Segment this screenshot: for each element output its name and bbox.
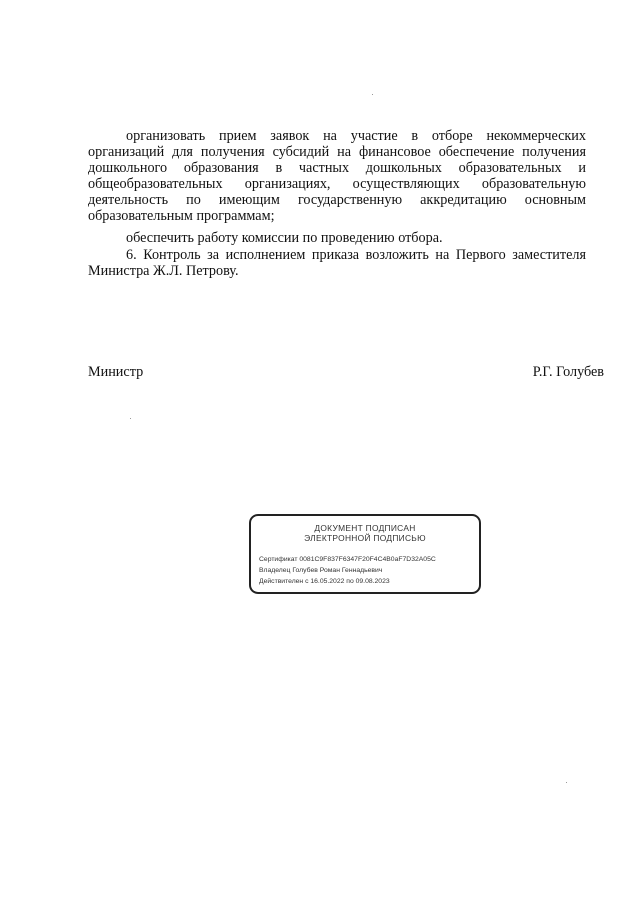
- scan-speck: [130, 418, 131, 419]
- text-line: образовательным программам;: [88, 208, 275, 224]
- electronic-signature-stamp: [249, 514, 481, 594]
- signatory-position: Министр: [88, 364, 144, 380]
- stamp-validity: Действителен с 16.05.2022 по 09.08.2023: [259, 578, 390, 585]
- stamp-owner: Владелец Голубев Роман Геннадьевич: [259, 567, 383, 574]
- text-line: обеспечить работу комиссии по проведению отбора.: [126, 230, 443, 246]
- paragraph-control-item-6: [88, 247, 586, 279]
- text-line: организаций для получения субсидий на финансовое обеспечение получения: [88, 144, 586, 160]
- signatory-name: Р.Г. Голубев: [532, 364, 604, 380]
- text-line: дошкольного образования в частных дошкольных образовательных и: [88, 160, 586, 176]
- text-line: общеобразовательных организациях, осуществляющих образовательную: [88, 176, 586, 192]
- stamp-certificate: Сертификат 0081C9F837F6347F20F4C4B0aF7D32A05C: [259, 556, 436, 563]
- stamp-title-line: ДОКУМЕНТ ПОДПИСАН: [314, 523, 416, 533]
- scan-speck: [566, 782, 567, 783]
- paragraph-organize-applications: [88, 128, 586, 224]
- stamp-title: [251, 523, 479, 543]
- scan-speck: [372, 94, 373, 95]
- text-line: организовать прием заявок на участие в отборе некоммерческих: [126, 128, 586, 144]
- text-line: Министра Ж.Л. Петрову.: [88, 263, 239, 279]
- text-line: деятельность по имеющим государственную аккредитацию основным: [88, 192, 586, 208]
- paragraph-commission-work: [88, 230, 586, 246]
- text-line: 6. Контроль за исполнением приказа возложить на Первого заместителя: [126, 247, 586, 263]
- stamp-title-line: ЭЛЕКТРОННОЙ ПОДПИСЬЮ: [304, 533, 426, 543]
